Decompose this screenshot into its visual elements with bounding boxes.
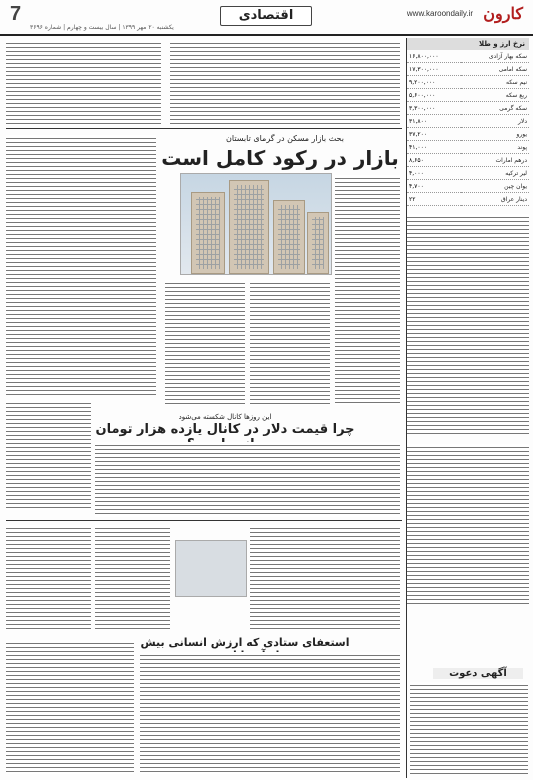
main-story-col-2	[250, 280, 330, 405]
market-item-name: یوان چین	[461, 180, 529, 193]
market-value: ۳۷,۲۰۰	[407, 128, 461, 141]
bottom-headline: استعفای ستادی که ارزش انسانی بیش	[140, 636, 350, 649]
ad-text	[410, 682, 528, 774]
market-item-name: پوند	[461, 141, 529, 154]
market-item-name: لیر ترکیه	[461, 167, 529, 180]
left-column-lower	[6, 400, 91, 510]
dollar-headline: چرا قیمت دلار در کانال یازده هزار تومان	[95, 422, 355, 437]
section-rule-2	[6, 520, 402, 521]
main-kicker: بحث بازار مسکن در گرمای تابستان	[226, 134, 344, 143]
bottom-story-text	[140, 652, 400, 774]
dollar-story-text	[95, 442, 400, 517]
lower-story-mid	[95, 525, 170, 630]
ad-title: آگهی دعوت	[433, 668, 523, 679]
market-value: ۹,۲۰۰,۰۰۰	[407, 76, 461, 89]
market-row	[407, 193, 529, 206]
dollar-kicker: این روزها کانال شکسته می‌شود	[178, 413, 272, 421]
market-table	[407, 50, 529, 206]
market-value: ۲۲	[407, 193, 461, 206]
site-url[interactable]: www.karoondaily.ir	[406, 9, 473, 18]
market-value: ۱۷,۳۰۰,۰۰۰	[407, 63, 461, 76]
market-row	[407, 50, 529, 63]
top-left-news	[6, 40, 161, 125]
top-news-block	[170, 40, 400, 125]
market-row	[407, 76, 529, 89]
market-value: ۳۱,۸۰۰	[407, 115, 461, 128]
lower-story-right	[250, 525, 400, 630]
market-row	[407, 167, 529, 180]
market-row	[407, 180, 529, 193]
market-item-name: سکه امامی	[461, 63, 529, 76]
market-item-name: سکه بهار آزادی	[461, 50, 529, 63]
market-value: ۴۱,۰۰۰	[407, 141, 461, 154]
main-story-col-1	[335, 175, 400, 405]
market-item-name: نیم سکه	[461, 76, 529, 89]
market-row	[407, 115, 529, 128]
market-item-name: دینار عراق	[461, 193, 529, 206]
column-rule	[406, 38, 407, 778]
market-item-name: دلار	[461, 115, 529, 128]
market-item-name: ربع سکه	[461, 89, 529, 102]
market-item-name: یورو	[461, 128, 529, 141]
section-rule	[6, 128, 402, 129]
news-column-right	[407, 214, 529, 434]
dateline: یکشنبه ۲۰ مهر ۱۳۹۹ | سال بیست و چهارم | شماره ۳۶۹۶	[30, 24, 174, 31]
market-item-name: درهم امارات	[461, 154, 529, 167]
market-value: ۱۶,۸۰۰,۰۰۰	[407, 50, 461, 63]
news-column-right-2	[407, 444, 529, 604]
market-row	[407, 89, 529, 102]
market-row	[407, 128, 529, 141]
market-value: ۵,۶۰۰,۰۰۰	[407, 89, 461, 102]
main-story-col-3	[165, 280, 245, 405]
market-row	[407, 141, 529, 154]
left-column-story	[6, 135, 156, 395]
main-headline: بازار در رکود کامل است	[161, 146, 399, 170]
market-item-name: سکه گرمی	[461, 102, 529, 115]
market-value: ۴,۷۰۰	[407, 180, 461, 193]
market-row	[407, 63, 529, 76]
newspaper-logo: کارون	[483, 4, 523, 23]
market-title: نرخ ارز و طلا	[407, 38, 529, 50]
market-row	[407, 154, 529, 167]
bottom-left-story	[6, 640, 134, 774]
market-value: ۳,۳۰۰,۰۰۰	[407, 102, 461, 115]
market-row	[407, 102, 529, 115]
lower-story-left	[6, 525, 91, 630]
masthead	[0, 0, 533, 36]
buildings-photo	[180, 173, 332, 275]
section-title: اقتصادی	[220, 6, 312, 26]
market-value: ۸,۶۵۰	[407, 154, 461, 167]
page-number: 7	[10, 3, 22, 25]
market-value: ۴,۰۰۰	[407, 167, 461, 180]
lower-photo	[175, 540, 247, 597]
market-box	[407, 38, 529, 604]
